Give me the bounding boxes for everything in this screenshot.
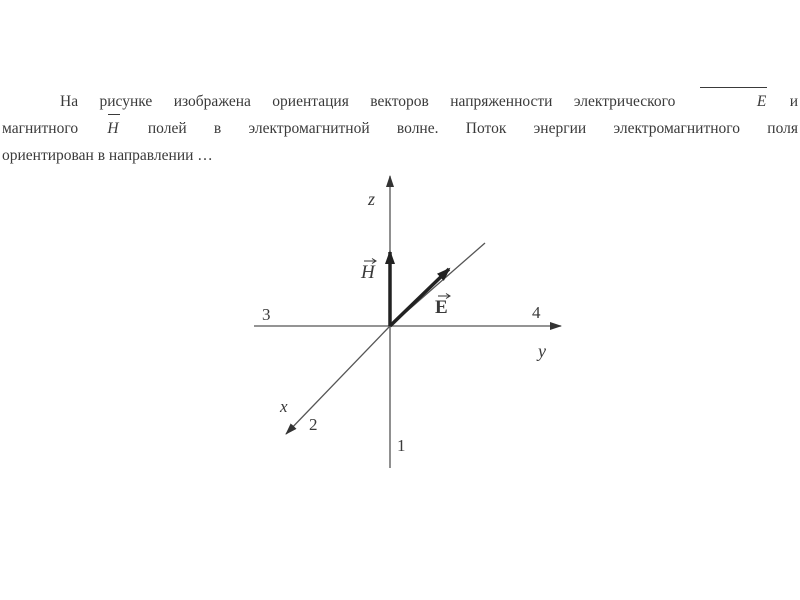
problem-line-2: магнитного H полей в электромагнитной волне. Поток энергии электромагнитного поля [2,115,798,142]
y-axis-label: y [538,341,546,361]
x-axis-label: x [280,397,288,416]
problem-line-3: ориентирован в направлении … [2,147,213,164]
svg-text:H: H [361,262,375,283]
vector-h-symbol: H [105,115,120,142]
problem-line-1: На рисунке изображена ориентация векторов напряженности электрического E и [2,88,798,115]
svg-text:E: E [435,297,448,318]
direction-label-2: 2 [309,415,318,434]
vector-e-symbol: E [697,88,768,115]
direction-label-4: 4 [532,303,541,322]
direction-label-3: 3 [262,305,271,324]
vector-h-label [360,259,376,284]
vector-e-label [435,294,450,319]
x-axis [286,326,390,434]
z-axis-label: z [368,189,376,209]
direction-label-1: 1 [397,436,406,455]
